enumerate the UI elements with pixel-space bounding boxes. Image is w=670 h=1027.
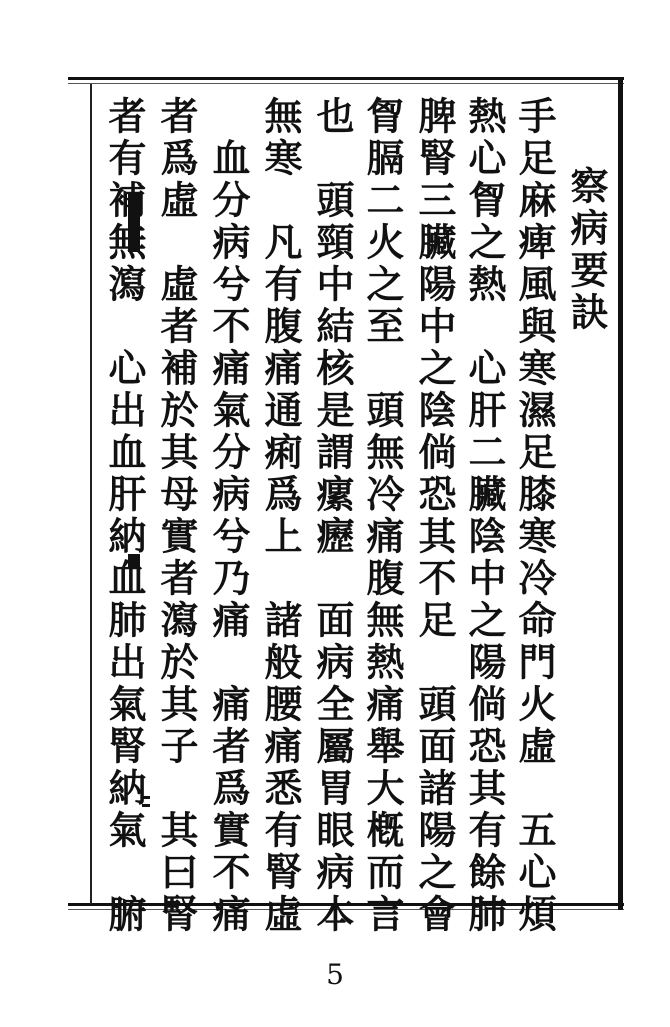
text-column-7: 血分病兮不痛氣分病兮乃痛 痛者爲實不痛 (206, 96, 251, 936)
text-column-9: 者有補無瀉 心出血肝納血肺出氣腎納氣 腑 (102, 96, 147, 936)
frame-right-rule (618, 77, 623, 910)
page-gutter (60, 84, 90, 904)
frame-top-inner-rule (68, 83, 624, 84)
text-column-8: 者爲虛 虛者補於其母實者瀉於其子 其曰腎 (154, 96, 199, 936)
text-column-1: 手足麻痺風與寒濕足膝寒冷命門火虛 五心煩 (512, 96, 557, 936)
page-number: 5 (326, 958, 344, 991)
text-column-5: 也 頭頸中結核是謂瘰癧 面病全屬胃眼病本 (310, 96, 355, 936)
frame-left-rule (90, 84, 92, 904)
frame-top-rule (68, 77, 624, 80)
section-title: 察病要訣 (564, 166, 609, 334)
text-column-6: 無寒 凡有腹痛通痢爲上 諸般腰痛悉有腎虛 (258, 96, 303, 936)
text-column-4: 胷膈二火之至 頭無冷痛腹無熱痛舉大槪而言 (360, 96, 405, 936)
text-column-2: 熱心胷之熱 心肝二臟陰中之陽倘恐其有餘肺 (462, 96, 507, 936)
text-column-3: 脾腎三臟陽中之陰倘恐其不足 頭面諸陽之會 (412, 96, 457, 936)
